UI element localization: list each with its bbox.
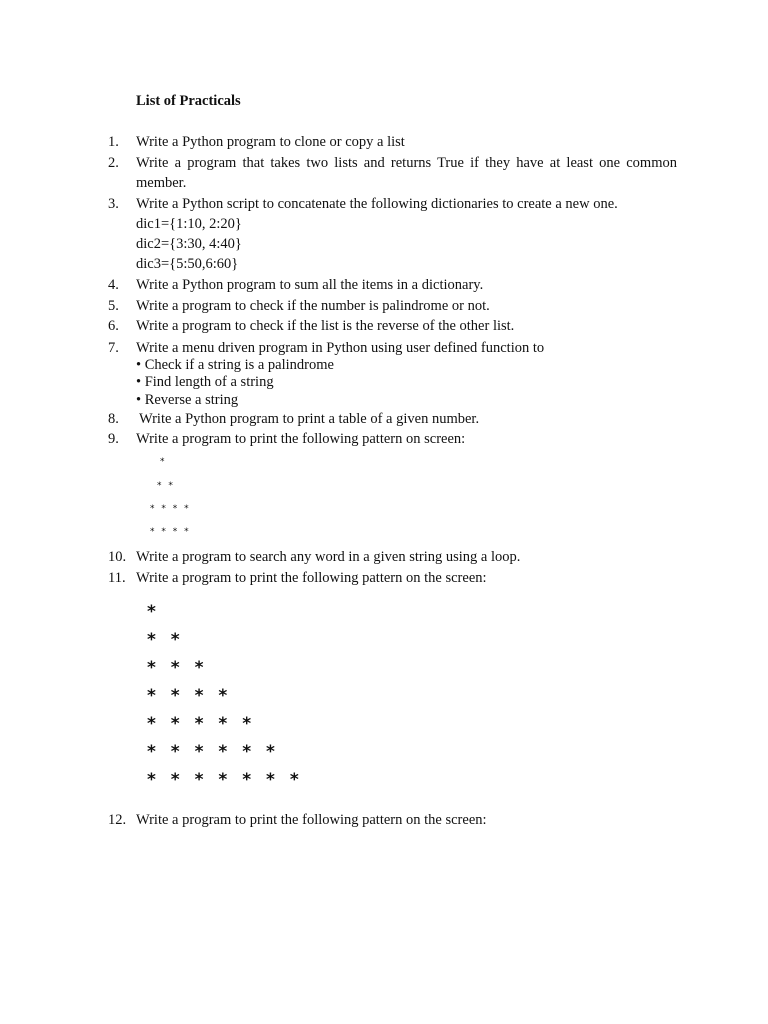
pattern-row: * xyxy=(160,457,167,467)
item-text: Write a program to check if the list is the reverse of the other list. xyxy=(136,318,515,334)
pattern-row: * * xyxy=(157,481,175,491)
pattern-row: * * * * xyxy=(147,686,232,706)
item-text: Write a menu driven program in Python using user defined function to xyxy=(136,340,545,356)
pattern-row: * * * * xyxy=(150,504,191,514)
bullet-item: • Reverse a string xyxy=(136,392,239,408)
code-line: dic1={1:10, 2:20} xyxy=(136,216,242,232)
item-text: Write a program to search any word in a given string using a loop. xyxy=(136,549,521,565)
pattern-row: * * * * xyxy=(150,527,191,537)
item-text: Write a program to print the following pattern on the screen: xyxy=(136,570,487,586)
pattern-row: * xyxy=(147,602,161,622)
page-title: List of Practicals xyxy=(136,93,241,109)
item-number: 2. xyxy=(108,155,119,171)
item-number: 4. xyxy=(108,277,119,293)
item-number: 9. xyxy=(108,431,119,447)
item-text: Write a program to print the following pattern on screen: xyxy=(136,431,466,447)
pattern-row: * * * xyxy=(147,658,209,678)
bullet-item: • Check if a string is a palindrome xyxy=(136,357,334,373)
item-text: Write a Python program to sum all the items in a dictionary. xyxy=(136,277,484,293)
item-text: Write a Python program to print a table of a given number. xyxy=(139,411,480,427)
item-number: 7. xyxy=(108,340,119,356)
item-number: 3. xyxy=(108,196,119,212)
item-number: 1. xyxy=(108,134,119,150)
bullet-item: • Find length of a string xyxy=(136,374,274,390)
item-text: Write a Python script to concatenate the following dictionaries to create a new one. xyxy=(136,196,618,212)
item-number: 12. xyxy=(108,812,127,828)
item-text: Write a Python program to clone or copy a list xyxy=(136,134,405,150)
item-text: Write a program to print the following pattern on the screen: xyxy=(136,812,487,828)
item-number: 8. xyxy=(108,411,119,427)
item-number: 5. xyxy=(108,298,119,314)
pattern-row: * * * * * * * xyxy=(147,770,304,790)
item-number: 11. xyxy=(108,570,126,586)
item-text: Write a program that takes two lists and returns True if they have at least one common xyxy=(136,155,677,171)
item-text-continuation: member. xyxy=(136,175,187,191)
pattern-row: * * * * * xyxy=(147,714,256,734)
pattern-row: * * xyxy=(147,630,185,650)
item-number: 6. xyxy=(108,318,119,334)
item-number: 10. xyxy=(108,549,127,565)
pattern-row: * * * * * * xyxy=(147,742,280,762)
code-line: dic2={3:30, 4:40} xyxy=(136,236,242,252)
code-line: dic3={5:50,6:60} xyxy=(136,256,239,272)
item-text: Write a program to check if the number is palindrome or not. xyxy=(136,298,490,314)
